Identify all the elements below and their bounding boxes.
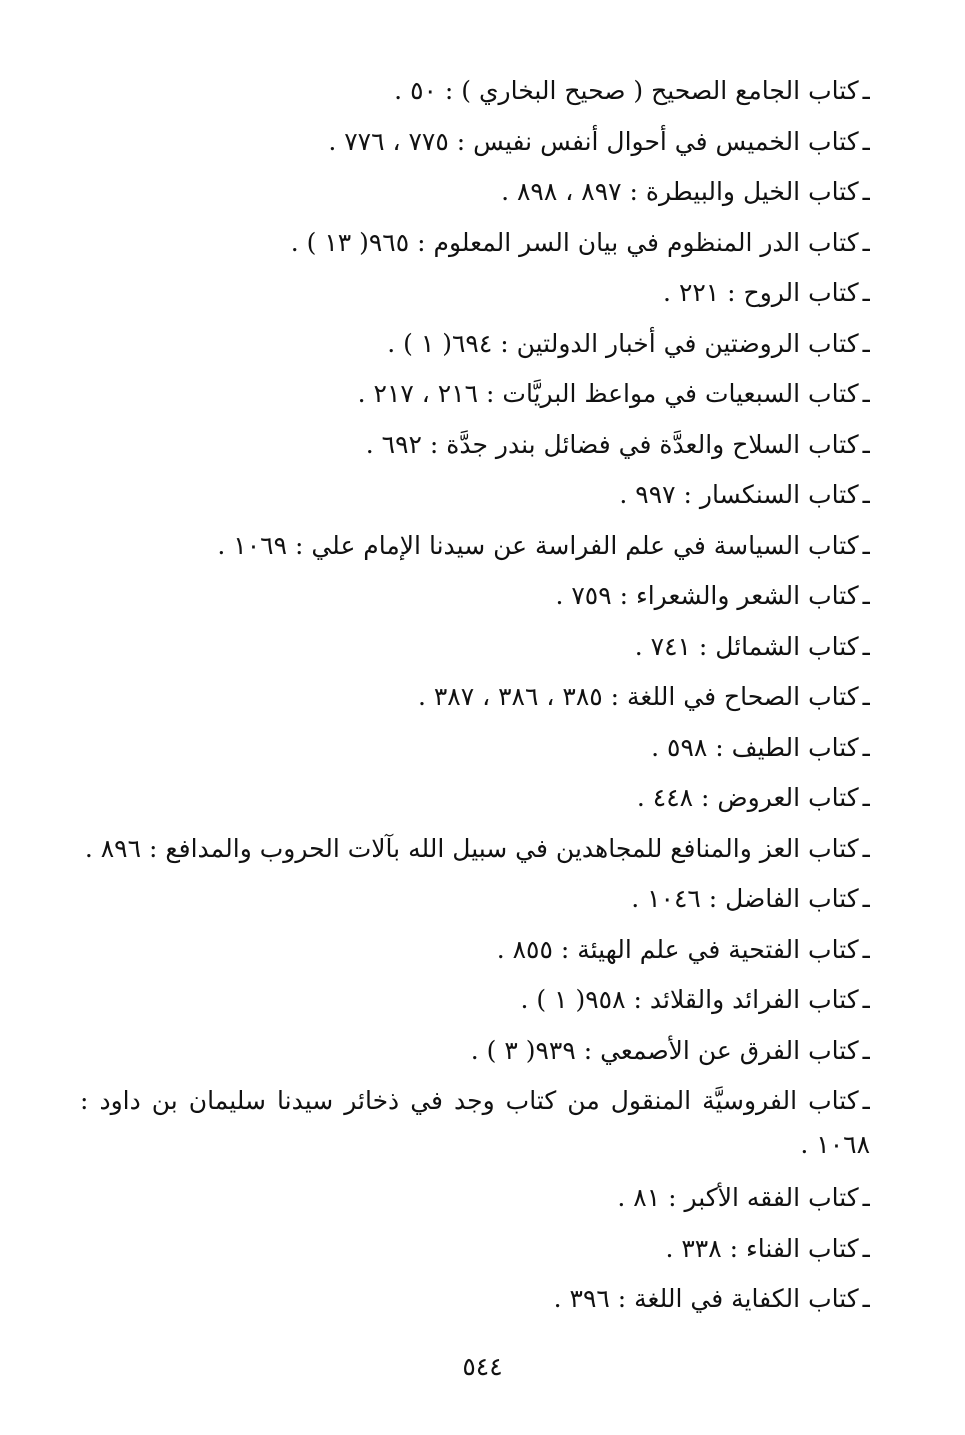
index-list [80, 66, 870, 1325]
entry-text: كتاب الفرق عن الأصمعي : ٩٣٩( ٣ ) . [470, 1035, 859, 1065]
index-entry: ـكتاب العز والمنافع للمجاهدين في سبيل الله بآلات الحروب والمدافع : ٨٩٦ . [84, 833, 870, 863]
index-entry: ـكتاب الخيل والبيطرة : ٨٩٧ ، ٨٩٨ . [501, 177, 870, 206]
index-entry: ـكتاب الكفاية في اللغة : ٣٩٦ . [553, 1284, 870, 1313]
index-entry: ـكتاب الفروسيَّة المنقول من كتاب وجد في ذخائر سيدنا سليمان بن داود : ١٠٦٨ . [80, 1086, 870, 1159]
index-entry: ـكتاب الفقه الأكبر : ٨١ . [617, 1183, 870, 1212]
entry-text: كتاب السلاح والعدَّة في فضائل بندر جدَّة : ٦٩٢ . [365, 429, 859, 459]
entry-text: كتاب الدر المنظوم في بيان السر المعلوم : ٩٦٥( ١٣ ) . [290, 227, 859, 257]
entry-text: كتاب الصحاح في اللغة : ٣٨٥ ، ٣٨٦ ، ٣٨٧ . [417, 682, 859, 711]
index-entry: ـكتاب الفتحية في علم الهيئة : ٨٥٥ . [496, 934, 870, 964]
entry-text: كتاب الطيف : ٥٩٨ . [651, 732, 859, 762]
entry-text: كتاب الفاضل : ١٠٤٦ . [631, 884, 859, 913]
entry-text: كتاب الفرائد والقلائد : ٩٥٨( ١ ) . [520, 985, 859, 1014]
index-entry: ـكتاب السبعيات في مواعظ البريَّات : ٢١٦ ، ٢١٧ . [357, 379, 870, 408]
index-entry: ـكتاب الفاضل : ١٠٤٦ . [631, 884, 870, 913]
entry-text: كتاب الشمائل : ٧٤١ . [634, 631, 859, 661]
index-entry: ـكتاب الطيف : ٥٩٨ . [651, 732, 870, 762]
entry-text: كتاب السنكسار : ٩٩٧ . [619, 480, 859, 509]
index-entry: ـكتاب الشعر والشعراء : ٧٥٩ . [555, 581, 870, 610]
entry-text: كتاب الروح : ٢٢١ . [663, 278, 859, 307]
page-number: ٥٤٤ [462, 1352, 503, 1381]
entry-text: كتاب الجامع الصحيح ( صحيح البخاري ) : ٥٠ . [394, 76, 859, 105]
entry-text: كتاب الفقه الأكبر : ٨١ . [617, 1183, 859, 1212]
index-entry: ـكتاب الصحاح في اللغة : ٣٨٥ ، ٣٨٦ ، ٣٨٧ . [417, 682, 870, 711]
entry-text: كتاب السبعيات في مواعظ البريَّات : ٢١٦ ، ٢١٧ . [357, 379, 859, 408]
index-entry: ـكتاب الجامع الصحيح ( صحيح البخاري ) : ٥٠ . [394, 76, 870, 105]
index-entry: ـكتاب الروضتين في أخبار الدولتين : ٦٩٤( ١ ) . [387, 328, 870, 358]
entry-text: كتاب الروضتين في أخبار الدولتين : ٦٩٤( ١ ) . [387, 328, 859, 358]
index-entry: ـكتاب الفناء : ٣٣٨ . [665, 1233, 870, 1263]
index-entry: ـكتاب الروح : ٢٢١ . [663, 278, 870, 307]
index-entry: ـكتاب العروض : ٤٤٨ . [636, 783, 870, 812]
entry-text: كتاب العز والمنافع للمجاهدين في سبيل الله بآلات الحروب والمدافع : ٨٩٦ . [84, 833, 859, 863]
entry-text: كتاب الفناء : ٣٣٨ . [665, 1233, 859, 1263]
entry-text: كتاب الشعر والشعراء : ٧٥٩ . [555, 581, 859, 610]
index-entry: ـكتاب السياسة في علم الفراسة عن سيدنا الإمام علي : ١٠٦٩ . [217, 530, 870, 560]
index-entry: ـكتاب الشمائل : ٧٤١ . [634, 631, 870, 661]
index-entry: ـكتاب السنكسار : ٩٩٧ . [619, 480, 870, 509]
entry-text: كتاب الخميس في أحوال أنفس نفيس : ٧٧٥ ، ٧٧٦ . [328, 126, 859, 156]
entry-text: كتاب الخيل والبيطرة : ٨٩٧ ، ٨٩٨ . [501, 177, 859, 206]
entry-text: كتاب الكفاية في اللغة : ٣٩٦ . [553, 1284, 859, 1313]
entry-text: كتاب الفروسيَّة المنقول من كتاب وجد في ذخائر سيدنا سليمان بن داود : ١٠٦٨ . [80, 1086, 870, 1159]
index-entry: ـكتاب الدر المنظوم في بيان السر المعلوم : ٩٦٥( ١٣ ) . [290, 227, 870, 257]
index-entry: ـكتاب الفرائد والقلائد : ٩٥٨( ١ ) . [520, 985, 870, 1014]
entry-text: كتاب السياسة في علم الفراسة عن سيدنا الإمام علي : ١٠٦٩ . [217, 530, 859, 560]
index-entry: ـكتاب الخميس في أحوال أنفس نفيس : ٧٧٥ ، ٧٧٦ . [328, 126, 870, 156]
index-entry: ـكتاب السلاح والعدَّة في فضائل بندر جدَّة : ٦٩٢ . [365, 429, 870, 459]
index-entry: ـكتاب الفرق عن الأصمعي : ٩٣٩( ٣ ) . [470, 1035, 870, 1065]
entry-text: كتاب العروض : ٤٤٨ . [636, 783, 859, 812]
entry-text: كتاب الفتحية في علم الهيئة : ٨٥٥ . [496, 934, 859, 964]
